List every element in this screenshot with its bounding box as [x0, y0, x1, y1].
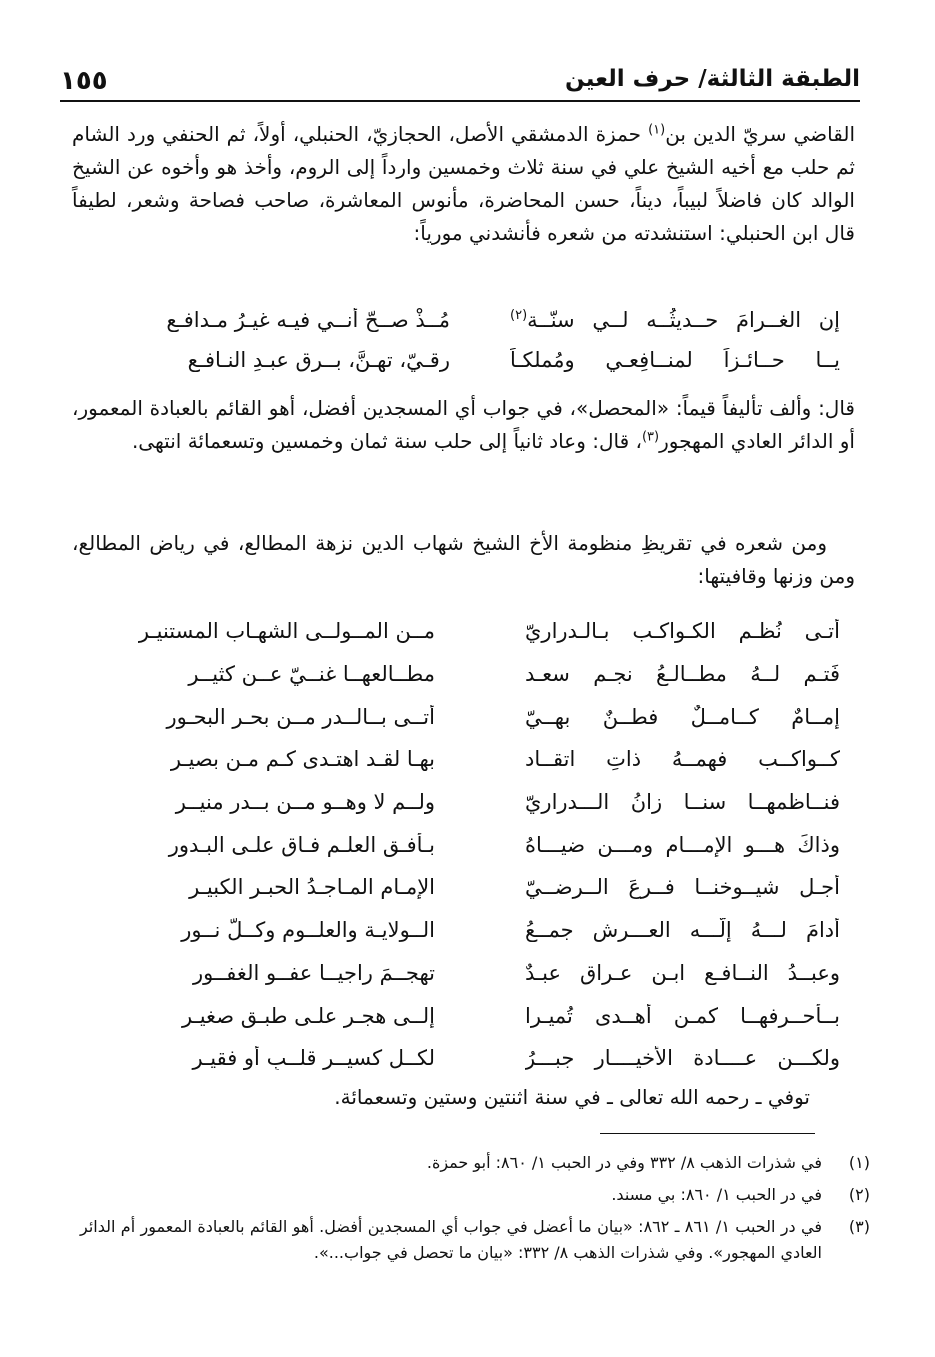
footnote-number: (١): [848, 1153, 870, 1172]
verse-row: [120, 300, 840, 340]
poem-verse-row: [120, 952, 840, 995]
footnote-ref-1[interactable]: (١): [648, 122, 666, 138]
poem-verse-row: [120, 1037, 840, 1080]
poem-right-hemistich: فنــاظمهــا سنــا زانُ الـــدراريّ: [525, 790, 840, 815]
poem-right-hemistich: أدامَ لـــهُ إلّـــه العـــرشِ جمــعُ: [525, 918, 840, 943]
poem-verse-row: [120, 610, 840, 653]
poem-right-hemistich: أجـل شيــوخنــا فــرعَ الــرضــيّ: [525, 875, 840, 900]
poem-verse-row: [120, 866, 840, 909]
poem-left-hemistich: الإمـام المـاجـدُ الحبـر الكبيـرِ: [189, 875, 435, 900]
paragraph-biography: [72, 118, 855, 250]
verse-right-hemistich: [510, 308, 840, 332]
footnote-number: (٣): [848, 1217, 870, 1236]
poem-verse-row: [120, 695, 840, 738]
footnote-text: في در الحبب ١/ ٨٦١ ـ ٨٦٢: «بيان ما أعضل في جواب أي المسجدين أفضل. أهو القائم بالعبادة المعمور أم الدائر العادي المهجور». وفي شذرات الذهب ٨/ ٣٣٢: «بيان ما تحصل في جواب...».: [80, 1217, 823, 1262]
poem-left-hemistich: ولــم لا وهــو مــن بــدرٍ منيــرِ: [175, 790, 435, 815]
footnote: [80, 1150, 870, 1176]
footnote-separator: [600, 1133, 815, 1134]
paragraph-works-text-b: ، قال: وعاد ثانياً إلى حلب سنة ثمان وخمسين وتسعمائة انتهى.: [131, 429, 642, 453]
page-number: ١٥٥: [60, 66, 108, 96]
poem-verse-row: [120, 653, 840, 696]
poem-left-hemistich: لكــلِ كسيــرٍ قلــبٍ أو فقيـرِ: [192, 1046, 435, 1071]
poem-left-hemistich: مــن المــولــى الشهـاب المستنيـرِ: [138, 619, 435, 644]
closing-line: توفي ـ رحمه الله تعالى ـ في سنة اثنتين وستين وتسعمائة.: [334, 1085, 810, 1109]
verse-left-hemistich: رقـيّ، تهـنَّ، بــرقِ عبـدِ النـافـعِ: [187, 348, 450, 372]
footnote: [80, 1182, 870, 1208]
paragraph-biography-text-b: حمزة الدمشقي الأصل، الحجازيّ، الحنبلي، أولاً، ثم الحنفي ورد الشام ثم حلب مع أخيه الشيخ علي في سنة ثلاث وخمسين وارداً إلى الروم، وأخذ هو وأخوه عن الشيخ الوالد كان فاضلاً لبيباً، ديناً، حسن المحاضرة، مأنوس المعاشرة، صاحب فصاحة وشعر، لطيفاً قال ابن الحنبلي: استنشدته من شعره فأنشدني مورياً:: [72, 122, 855, 245]
verse-block-1: [120, 300, 840, 380]
poem-left-hemistich: أتــى بــالــدرِ مــن بحـرِ البحـورِ: [166, 704, 435, 729]
poem-left-hemistich: إلــى هجـرٍ علـى طبـق صغيـرِ: [181, 1003, 435, 1028]
poem-left-hemistich: بـأفـقِ العلـم فـاق علـى البـدورِ: [168, 832, 435, 857]
page-header: [60, 62, 860, 104]
poem-verse-row: [120, 738, 840, 781]
footnote-ref-2[interactable]: (٢): [510, 308, 528, 323]
verse-row: [120, 340, 840, 380]
verse-right-hemistich: يــا حــائـزاً لمنــافِعـي ومُملكـاً: [510, 348, 840, 372]
paragraph-poetry-intro: ومن شعره في تقريظِ منظومة الأخ الشيخ شهاب الدين نزهة المطالع، في رياض المطالع، ومن وزنها وقافيتها:: [72, 531, 855, 588]
poem-right-hemistich: وذاكَ هـــو الإمـــام ومـــن ضيـــاهُ: [525, 832, 840, 857]
poem-right-hemistich: بــأحــرفهــا كمـن أهــدى تُميـرا: [525, 1003, 840, 1028]
footnote-text: في شذرات الذهب ٨/ ٣٣٢ وفي در الحبب ١/ ٨٦٠: أبو حمزة.: [426, 1153, 822, 1172]
footnote-number: (٢): [848, 1185, 870, 1204]
poem-left-hemistich: بهـا لقـد اهتـدى كـم مـن بصيـرِ: [170, 747, 435, 772]
poem-verse-row: [120, 994, 840, 1037]
poem-left-hemistich: تهجــمَ راجيــا عفــو الغفــورِ: [193, 960, 435, 985]
footnote-ref-3[interactable]: (٣): [641, 429, 660, 445]
poem-right-hemistich: ولكـــن عــــادة الأخيــــارِ جبـــرُ: [525, 1046, 840, 1071]
poem-verse-row: [120, 823, 840, 866]
poem-right-hemistich: فَتـم لــهُ مطــالـعُ نجـم سعـد: [525, 662, 840, 687]
poem-right-hemistich: إمــامٌ كــامــلٌ فطــنٌ بهــيّ: [525, 704, 840, 729]
verse-right-text: إن الغــرامَ حــديثُــه لــي سنّــة: [527, 308, 840, 332]
poem-left-hemistich: مطــالعهــا غنــيّ عــن كثيــرِ: [188, 662, 435, 687]
poem-verse-row: [120, 781, 840, 824]
verse-left-hemistich: مُــذْ صــحّ أنــي فيـه غيـرُ مـدافـعِ: [166, 308, 450, 332]
footnote: [80, 1214, 870, 1266]
poem-left-hemistich: الــولايـة والعلــوم وكــلُّ نــورِ: [181, 918, 435, 943]
running-title: الطبقة الثالثة/ حرف العين: [565, 66, 860, 92]
poem-right-hemistich: أتـى نُظـم الكـواكـب بـالـدراريّ: [525, 619, 840, 644]
paragraph-works: [72, 392, 855, 458]
footnote-text: في در الحبب ١/ ٨٦٠: بي مسند.: [611, 1185, 822, 1204]
poem-right-hemistich: كــواكــب فهمــهُ ذاتِ اتقــاد: [525, 747, 840, 772]
header-rule: [60, 100, 860, 102]
poem-right-hemistich: وعبــدُ النــافـع ابـن عـراقٍ عبـدٌ: [525, 960, 840, 985]
paragraph-biography-text-a: القاضي سريّ الدين بن: [665, 122, 855, 146]
footnotes: [80, 1150, 870, 1272]
poem-verse-row: [120, 909, 840, 952]
paragraph-works-text-a: قال: وألف تأليفاً قيماً: «المحصل»، في جواب أي المسجدين أفضل، أهو القائم بالعبادة المعمور، أو الدائر العادي المهجور: [72, 396, 855, 453]
poem-block: [120, 610, 840, 1080]
